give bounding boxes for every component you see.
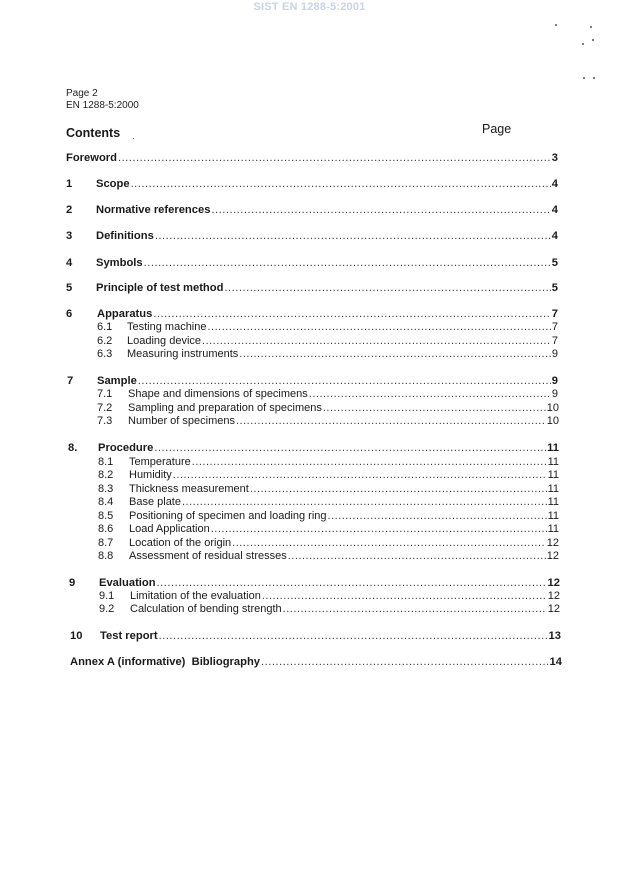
leader-dots [154, 442, 546, 455]
toc-entry-thickness-measurement[interactable] [98, 483, 559, 496]
contents-title: Contents [66, 126, 121, 140]
toc-entry-label: Symbols [96, 257, 143, 269]
toc-entry-base-plate[interactable] [98, 496, 559, 509]
toc-entry-page: 7 [551, 335, 558, 347]
toc-entry-label: Loading device [127, 335, 202, 347]
toc-entry-label: Apparatus [97, 308, 153, 320]
toc-entry-apparatus[interactable] [66, 308, 558, 321]
toc-entry-number: 8. [68, 442, 78, 454]
toc-entry-page: 9 [551, 348, 558, 360]
toc-entry-page: 9 [551, 388, 558, 400]
toc-entry-page: 11 [547, 456, 559, 468]
toc-entry-symbols[interactable] [66, 257, 558, 270]
toc-entry-page: 12 [547, 603, 560, 615]
leader-dots [144, 257, 551, 270]
toc-entry-page: 12 [546, 550, 559, 562]
toc-entry-label: Assessment of residual stresses [129, 550, 287, 562]
leader-dots [192, 456, 547, 469]
leader-dots [239, 348, 551, 361]
leader-dots [182, 496, 547, 509]
toc-entry-normative-references[interactable] [66, 204, 558, 217]
toc-entry-page: 12 [546, 537, 559, 549]
leader-dots [138, 375, 551, 388]
toc-entry-page: 12 [547, 577, 560, 589]
toc-entry-label: Thickness measurement [129, 483, 249, 495]
page-column-heading: Page [482, 122, 512, 136]
toc-entry-positioning[interactable] [98, 510, 559, 523]
toc-entry-number: 6 [66, 308, 73, 320]
toc-entry-number: 8.7 [98, 537, 114, 549]
toc-entry-page: 10 [546, 415, 559, 427]
toc-entry-label: Sample [97, 375, 137, 387]
toc-entry-label: Load Application [129, 523, 210, 535]
toc-entry-number: 3 [66, 230, 73, 242]
toc-entry-label: Scope [96, 178, 130, 190]
toc-entry-label: Principle of test method [96, 282, 224, 294]
toc-entry-number: 2 [66, 204, 73, 216]
toc-entry-number: 9 [69, 577, 76, 589]
page-number: Page 2 [66, 88, 98, 99]
toc-entry-label: Definitions [96, 230, 154, 242]
toc-entry-page: 11 [547, 483, 559, 495]
toc-entry-number: 4 [66, 257, 73, 269]
toc-entry-label: Limitation of the evaluation [130, 590, 261, 602]
leader-dots [173, 469, 547, 482]
toc-entry-shape-dimensions[interactable] [97, 388, 558, 401]
toc-entry-label: Testing machine [127, 321, 207, 333]
toc-entry-evaluation[interactable] [69, 577, 560, 590]
toc-entry-label: Foreword [66, 152, 117, 164]
toc-entry-page: 5 [551, 257, 558, 269]
leader-dots [236, 415, 546, 428]
toc-entry-procedure[interactable] [68, 442, 559, 455]
toc-entry-measuring-instruments[interactable] [97, 348, 558, 361]
toc-entry-number: 1 [66, 178, 73, 190]
toc-entry-page: 7 [551, 308, 558, 320]
toc-entry-annex-a[interactable] [70, 656, 562, 669]
toc-entry-number: 8.2 [98, 469, 114, 481]
toc-entry-loading-device[interactable] [97, 335, 558, 348]
standard-id: EN 1288-5:2000 [66, 100, 139, 111]
watermark: SIST EN 1288-5:2001 [253, 1, 366, 13]
toc-entry-page: 11 [547, 510, 559, 522]
leader-dots [157, 577, 547, 590]
toc-entry-number: 9.2 [99, 603, 115, 615]
toc-entry-page: 10 [546, 402, 559, 414]
toc-entry-principle[interactable] [66, 282, 558, 295]
leader-dots [261, 656, 549, 669]
toc-entry-scope[interactable] [66, 178, 558, 191]
toc-entry-label: Measuring instruments [127, 348, 239, 360]
toc-entry-label: Procedure [98, 442, 154, 454]
toc-entry-page: 9 [551, 375, 558, 387]
leader-dots [262, 590, 547, 603]
toc-entry-number-of-specimens[interactable] [97, 415, 559, 428]
toc-entry-label: Temperature [129, 456, 191, 468]
toc-entry-number: 6.1 [97, 321, 113, 333]
leader-dots [118, 152, 551, 165]
toc-entry-number: 8.6 [98, 523, 114, 535]
toc-entry-definitions[interactable] [66, 230, 558, 243]
toc-entry-page: 11 [547, 523, 559, 535]
toc-entry-number: 8.4 [98, 496, 114, 508]
leader-dots [211, 523, 547, 536]
toc-entry-label: Sampling and preparation of specimens [128, 402, 322, 414]
leader-dots [328, 510, 547, 523]
toc-entry-label: Base plate [129, 496, 181, 508]
toc-entry-label: Location of the origin [129, 537, 232, 549]
toc-entry-label: Number of specimens [128, 415, 235, 427]
toc-entry-number: 9.1 [99, 590, 115, 602]
toc-entry-sampling-preparation[interactable] [97, 402, 559, 415]
toc-entry-page: 5 [551, 282, 558, 294]
toc-entry-label: Positioning of specimen and loading ring [129, 510, 327, 522]
toc-entry-number: 7.3 [97, 415, 113, 427]
leader-dots [283, 603, 547, 616]
toc-entry-number: 8.3 [98, 483, 114, 495]
toc-entry-location-origin[interactable] [98, 537, 559, 550]
toc-entry-label: Calculation of bending strength [130, 603, 282, 615]
toc-entry-label: Normative references [96, 204, 211, 216]
toc-entry-limitation[interactable] [99, 590, 560, 603]
toc-entry-number: 10 [70, 630, 83, 642]
toc-entry-testing-machine[interactable] [97, 321, 558, 334]
toc-entry-number: 7 [67, 375, 74, 387]
leader-dots [224, 282, 550, 295]
toc-entry-page: 11 [547, 469, 559, 481]
toc-entry-residual-stresses[interactable] [98, 550, 559, 563]
leader-dots [131, 178, 551, 191]
toc-entry-label: Test report [100, 630, 158, 642]
toc-entry-test-report[interactable] [70, 630, 561, 643]
toc-entry-load-application[interactable] [98, 523, 559, 536]
toc-entry-page: 3 [551, 152, 558, 164]
toc-entry-number: 7.2 [97, 402, 113, 414]
toc-entry-page: 11 [547, 496, 559, 508]
toc-entry-sample[interactable] [67, 375, 558, 388]
toc-entry-label: Evaluation [99, 577, 156, 589]
leader-dots [208, 321, 551, 334]
leader-dots [211, 204, 550, 217]
leader-dots [250, 483, 547, 496]
toc-entry-number: 8.8 [98, 550, 114, 562]
toc-entry-number: 8.5 [98, 510, 114, 522]
toc-entry-label: Shape and dimensions of specimens [128, 388, 308, 400]
toc-entry-page: 4 [551, 178, 558, 190]
toc-entry-page: 7 [551, 321, 558, 333]
toc-entry-number: 7.1 [97, 388, 113, 400]
leader-dots [159, 630, 548, 643]
toc-entry-humidity[interactable] [98, 469, 559, 482]
toc-entry-foreword[interactable] [66, 152, 558, 165]
toc-entry-number: 8.1 [98, 456, 114, 468]
toc-entry-page: 14 [549, 656, 562, 668]
toc-entry-page: 13 [548, 630, 561, 642]
toc-entry-bending-strength[interactable] [99, 603, 560, 616]
toc-entry-number: 6.3 [97, 348, 113, 360]
toc-entry-page: 11 [547, 442, 559, 454]
leader-dots [323, 402, 546, 415]
leader-dots [202, 335, 551, 348]
toc-entry-number: 5 [66, 282, 73, 294]
leader-dots [155, 230, 551, 243]
leader-dots [232, 537, 546, 550]
leader-dots [288, 550, 546, 563]
leader-dots [309, 388, 551, 401]
toc-entry-number: 6.2 [97, 335, 113, 347]
leader-dots [153, 308, 550, 321]
toc-entry-page: 4 [551, 204, 558, 216]
toc-entry-temperature[interactable] [98, 456, 559, 469]
toc-entry-label: Humidity [129, 469, 172, 481]
toc-entry-label: Annex A (informative) Bibliography [70, 656, 260, 668]
toc-entry-page: 12 [547, 590, 560, 602]
toc-entry-page: 4 [551, 230, 558, 242]
